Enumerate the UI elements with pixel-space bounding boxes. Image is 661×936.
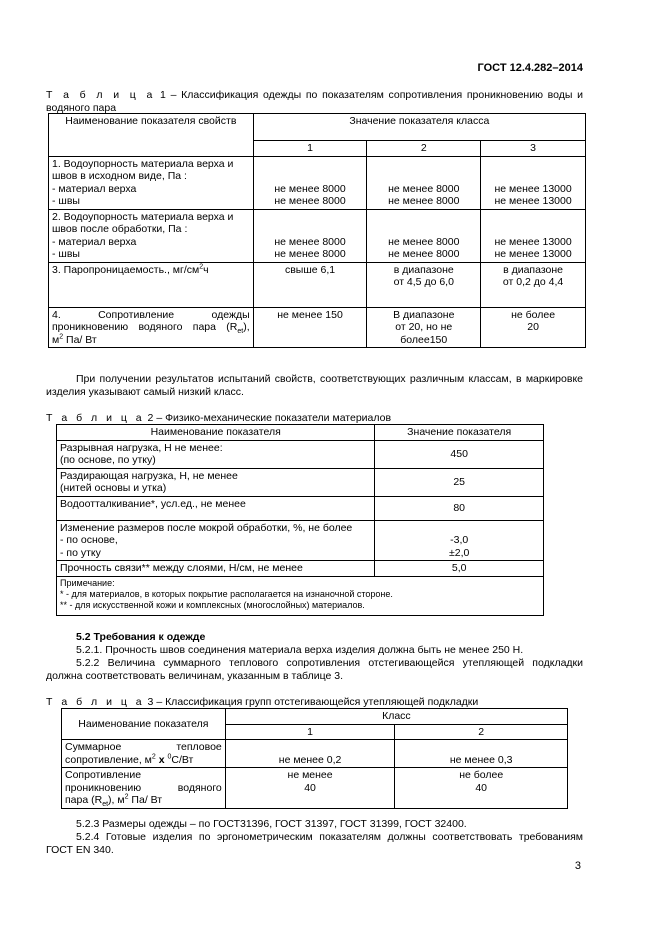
row-name-line: - материал верха [52,235,137,248]
row-name-line: проникновению водяного пара (R [52,321,238,333]
table-row [57,496,544,520]
cell-value: не более [511,308,556,321]
cell-value: 5,0 [375,561,544,577]
cell-value: в диапазоне [393,263,454,276]
row-name-line: 1. Водоупорность материала верха и [52,157,234,170]
paragraph: 5.2.4 Готовые изделия по эргонометрическим показателям должны соответствовать требованиям ГОСТ EN 340. [46,831,583,856]
table2 [56,424,544,616]
cell-value: более150 [400,333,448,346]
cell-value: ±2,0 [448,546,470,559]
degree-sign: 0 [167,753,172,760]
row-name-line: Суммарное тепловое [65,741,222,753]
row-name-line: (по основе, по утку) [60,454,156,466]
row-name-line: (нитей основы и утка) [60,482,167,494]
cell-value: не менее 13000 [494,195,572,207]
cell-value: не менее 8000 [388,182,460,195]
cell-value: В диапазоне [393,308,455,321]
cell-value: не менее 0,3 [395,740,568,768]
table3-head-class: Класс [225,709,567,725]
paragraph: 5.2.1. Прочность швов соединения материала верха изделия должна быть не менее 250 Н. [76,644,524,656]
row-name-line: Водоотталкивание*, усл.ед., не менее [57,496,375,520]
cell-value: не менее 8000 [388,248,460,260]
table1-class-2: 2 [367,141,481,157]
table1 [48,113,586,348]
closing-paragraphs [46,818,583,857]
cell-value: 25 [375,468,544,496]
cell-value: не менее 8000 [274,195,346,207]
caption-word: Т а б л и ц а [46,412,145,424]
table3 [61,708,568,809]
note: * - для материалов, в которых покрытие располагается на изнаночной стороне. [60,588,393,599]
section-5-2 [46,631,583,683]
cell-value: от 4,5 до 6,0 [393,276,454,288]
cell-value: -3,0 [450,534,469,546]
section-heading: 5.2 Требования к одежде [76,631,206,643]
unit: С/Вт [171,753,194,766]
cell-value: не менее 8000 [274,248,346,260]
paragraph: 5.2.3 Размеры одежды – по ГОСТ31396, ГОСТ 31397, ГОСТ 31399, ГОСТ 32400. [76,818,467,830]
row-name-line: - швы [52,195,80,207]
superscript: 2 [199,263,204,270]
row-name-tail: ч [203,263,209,276]
row-name-line: швов в исходном виде, Па : [52,170,187,182]
row-name-line: ), [243,321,250,333]
table1-head-value: Значение показателя класса [253,114,585,141]
table3-head-name: Наименование показателя [62,709,226,740]
row-name-line: 2. Водоупорность материала верха и [52,210,234,223]
caption-word: Т а б л и ц а [46,696,145,708]
table-row [49,209,586,262]
row-name-line: Разрывная нагрузка, Н не менее: [60,441,223,454]
cell-value: свыше 6,1 [253,262,367,307]
caption-text: – Физико-механические показатели материалов [156,412,392,424]
paragraph: 5.2.2 Величина суммарного теплового сопротивления отстегивающейся утепляющей подкладки должна соответствовать величинам, указанным в таблице 3. [46,657,583,682]
cell-value: от 20, но не [395,321,453,333]
table-row [57,561,544,577]
row-name-line: Раздирающая нагрузка, Н, не менее [60,469,238,482]
paragraph: При получении результатов испытаний свойств, соответствующих различным классам, в маркировке изделия указывают самый низкий класс. [46,373,583,398]
unit: Па/ Вт [128,794,163,806]
table2-head-value: Значение показателя [375,425,544,441]
row-name-line: 4. Сопротивление одежды [52,308,250,321]
table1-caption [46,89,583,115]
table-row [57,520,544,561]
cell-value: не менее 150 [253,307,367,348]
cell-value: не менее [287,769,333,781]
cell-value: 40 [304,781,316,794]
caption-number: 2 [147,412,154,424]
subscript: et [237,328,244,336]
table-row [62,740,568,768]
caption-text: – Классификация одежды по показателям сопротивления проникновению воды и водяного пара [46,89,583,114]
table3-class-1: 1 [225,724,395,740]
row-name-line: Прочность связи** между слоями, Н/см, не менее [57,561,375,577]
row-name: 3. Паропроницаемость., мг/см [52,263,200,276]
table3-class-2: 2 [395,724,568,740]
table2-head-name: Наименование показателя [57,425,375,441]
page-number: 3 [574,860,581,872]
superscript: 2 [59,333,64,340]
table-row [49,307,586,348]
row-name-line: проникновению водяного [65,781,222,794]
table-row [49,156,586,209]
cell-value: не менее 13000 [494,182,572,195]
cell-value: не менее 8000 [388,235,460,248]
cell-value: не менее 13000 [494,235,572,248]
multiply-sign: x [155,753,168,766]
row-name-line: пара (R [65,794,103,806]
cell-value: не менее 13000 [494,248,572,260]
note-title: Примечание: [60,577,115,588]
cell-value: не менее 8000 [388,195,460,207]
cell-value: не менее 0,2 [225,740,395,768]
row-name-line: - по утку [60,546,101,559]
unit: Па/ Вт [63,333,97,346]
table2-caption [46,412,391,424]
cell-value: от 0,2 до 4,4 [502,276,564,288]
subscript: et [102,801,109,809]
cell-value: 450 [375,440,544,468]
table3-caption [46,696,478,708]
row-name-line: Сопротивление [65,769,142,781]
superscript: 2 [124,793,129,801]
row-name-line: - швы [52,248,80,260]
table-row [57,440,544,468]
cell-value: в диапазоне [503,263,564,276]
caption-word: Т а б л и ц а [46,89,156,101]
table1-class-3: 3 [481,141,586,157]
row-name-line: - материал верха [52,182,137,195]
caption-text: – Классификация групп отстегивающейся утепляющей подкладки [156,696,479,708]
cell-value: не менее 8000 [274,182,346,195]
unit: м [52,333,60,346]
row-name-line: ), м [108,794,125,806]
document-id: ГОСТ 12.4.282–2014 [477,62,583,74]
note: ** - для искусственной кожи и комплексных (многослойных) материалов. [60,599,365,610]
superscript: 2 [151,753,156,760]
cell-value: 40 [475,781,488,794]
table1-head-name: Наименование показателя свойств [49,114,254,157]
cell-value: 20 [527,321,539,333]
caption-number: 1 [160,89,166,101]
table1-class-1: 1 [253,141,367,157]
notes-row [57,576,544,615]
cell-value: 80 [375,496,544,520]
row-name-line: сопротивление, м [65,753,152,766]
table-row [57,468,544,496]
cell-value: не менее 8000 [274,235,346,248]
row-name-line: Изменение размеров после мокрой обработки, %, не более [60,521,353,534]
table-row [62,768,568,809]
row-name-line: - по основе, [60,534,118,546]
table-row [49,262,586,307]
row-name-line: швов после обработки, Па : [52,223,188,235]
cell-value: не более [459,769,504,781]
caption-number: 3 [147,696,154,708]
